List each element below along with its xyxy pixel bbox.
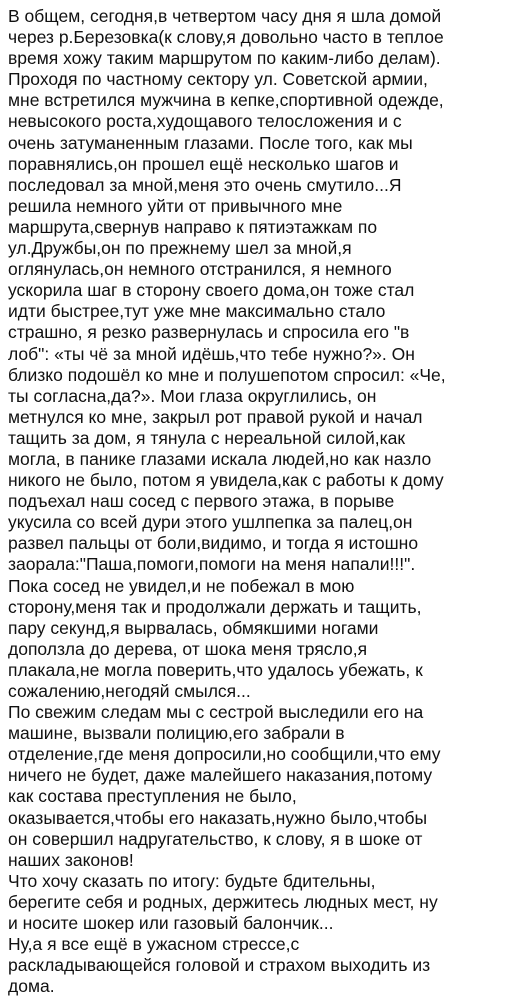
post-line: заорала:"Паша,помоги,помоги на меня напали!!!". <box>8 554 416 575</box>
post-line: могла, в панике глазами искала людей,но как назло <box>8 448 432 469</box>
post-text <box>8 6 508 997</box>
post-line: развел пальцы от боли,видимо, и тогда я истошно <box>8 533 419 554</box>
post-line: Ну,а я все ещё в ужасном стрессе,с <box>8 934 300 955</box>
post-line: близко подошёл ко мне и полушепотом спросил: «Че, <box>8 364 446 385</box>
post-line: раскладывающейся головой и страхом выходить из <box>8 955 431 976</box>
post-line: очень затуманенным глазами. После того, как мы <box>8 132 413 153</box>
post-line: берегите себя и родных, держитесь людных мест, ну <box>8 891 438 912</box>
post-line: невысокого роста,худощавого телосложения и с <box>8 111 402 132</box>
post-line: маршрута,свернув направо к пятиэтажкам по <box>8 216 378 237</box>
post-line: пару секунд,я вырвалась, обмякшими ногами <box>8 617 379 638</box>
post-line: ничего не будет, даже малейшего наказания,потому <box>8 765 433 786</box>
post-line: через р.Березовка(к слову,я довольно часто в теплое <box>8 27 444 48</box>
post-line: По свежим следам мы с сестрой выследили его на <box>8 702 424 723</box>
post-line: доползла до дерева, от шока меня трясло,я <box>8 638 368 659</box>
post-line: идти быстрее,тут уже мне максимально стало <box>8 301 386 322</box>
post-line: последовал за мной,меня это очень смутило...Я <box>8 174 402 195</box>
post-line: машине, вызвали полицию,его забрали в <box>8 723 345 744</box>
post-line: отделение,где меня допросили,но сообщили,что ему <box>8 744 441 765</box>
post-line: время хожу таким маршрутом по каким-либо делам). <box>8 48 441 69</box>
post-line: подъехал наш сосед с первого этажа, в порыве <box>8 491 395 512</box>
post-line: ты согласна,да?». Мои глаза округлились, он <box>8 385 377 406</box>
post-line: В общем, сегодня,в четвертом часу дня я шла домой <box>8 6 442 26</box>
post-line: наших законов! <box>8 849 134 870</box>
post-line: плакала,не могла поверить,что удалось убежать, к <box>8 659 423 680</box>
post-line: сторону,меня так и продолжали держать и тащить, <box>8 596 422 617</box>
post-line: мне встретился мужчина в кепке,спортивной одежде, <box>8 90 444 111</box>
post-line: дома. <box>8 976 55 997</box>
post-line: Проходя по частному сектору ул. Советской армии, <box>8 69 428 90</box>
post-line: он совершил надругательство, к слову, я в шоке от <box>8 828 423 849</box>
post-line: страшно, я резко развернулась и спросила его "в <box>8 322 410 343</box>
post-line: метнулся ко мне, закрыл рот правой рукой и начал <box>8 406 423 427</box>
post-line: ул.Дружбы,он по прежнему шел за мной,я <box>8 238 352 259</box>
post-line: и носите шокер или газовый балончик... <box>8 913 334 934</box>
post-line: сожалению,негодяй смылся... <box>8 681 251 701</box>
post-line: Пока сосед не увидел,и не побежал в мою <box>8 575 355 596</box>
post-line: укусила со всей дури этого ушлпепка за палец,он <box>8 512 413 533</box>
post-line: оглянулась,он немного отстранился, я немного <box>8 259 392 280</box>
post-line: оказывается,чтобы его наказать,нужно было,чтобы <box>8 807 428 828</box>
post-line: Что хочу сказать по итогу: будьте бдительны, <box>8 870 376 891</box>
post-line: поравнялись,он прошел ещё несколько шагов и <box>8 153 399 174</box>
post-line: тащить за дом, я тянула с нереальной силой,как <box>8 427 406 448</box>
post-line: ускорила шаг в сторону своего дома,он тоже стал <box>8 280 415 301</box>
post-line: решила немного уйти от привычного мне <box>8 195 343 216</box>
post-line: лоб": «ты чё за мной идёшь,что тебе нужно?». Он <box>8 343 415 364</box>
post-line: как состава преступления не было, <box>8 786 297 807</box>
post-line: никого не было, потом я увидела,как с работы к дому <box>8 470 444 491</box>
